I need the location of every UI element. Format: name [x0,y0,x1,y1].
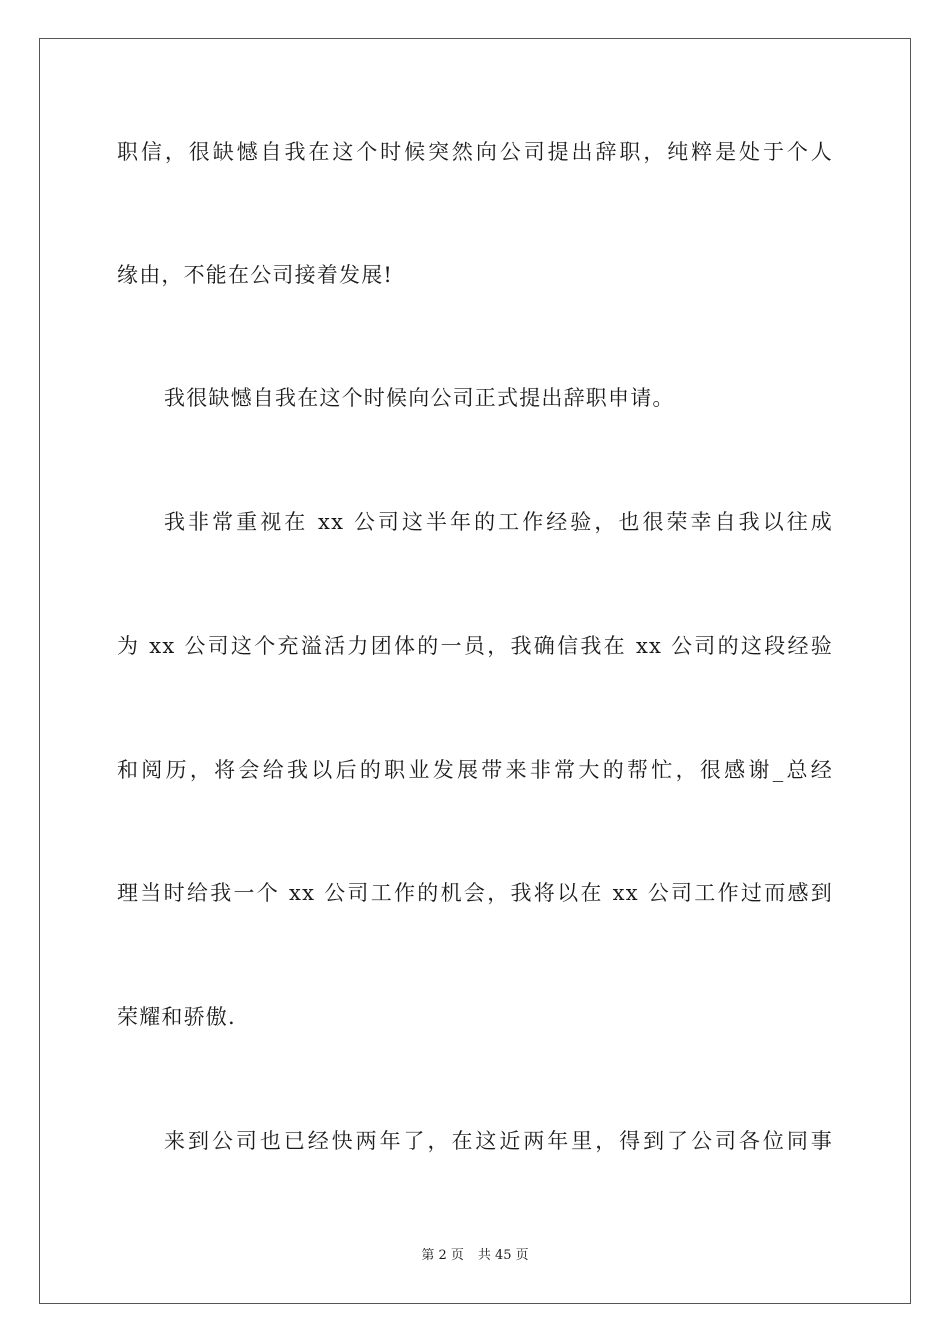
page-number: 第 2 页 [421,1248,464,1263]
text-line-1: 职信，很缺憾自我在这个时候突然向公司提出辞职，纯粹是处于个人 [117,140,833,164]
text-line-7: 理当时给我一个 xx 公司工作的机会，我将以在 xx 公司工作过而感到 [117,881,833,905]
text-line-5: 为 xx 公司这个充溢活力团体的一员，我确信我在 xx 公司的这段经验 [117,634,833,658]
text-line-6: 和阅历，将会给我以后的职业发展带来非常大的帮忙，很感谢_总经 [117,758,833,782]
text-line-3: 我很缺憾自我在这个时候向公司正式提出辞职申请。 [164,386,675,410]
page-total: 共 45 页 [477,1248,529,1263]
text-line-9: 来到公司也已经快两年了，在这近两年里，得到了公司各位同事 [164,1129,833,1153]
text-line-8: 荣耀和骄傲. [117,1005,236,1029]
page-border [39,38,911,1304]
text-line-4: 我非常重视在 xx 公司这半年的工作经验，也很荣幸自我以往成 [164,510,833,534]
page-footer [0,1247,950,1265]
text-line-2: 缘由，不能在公司接着发展! [117,263,394,287]
